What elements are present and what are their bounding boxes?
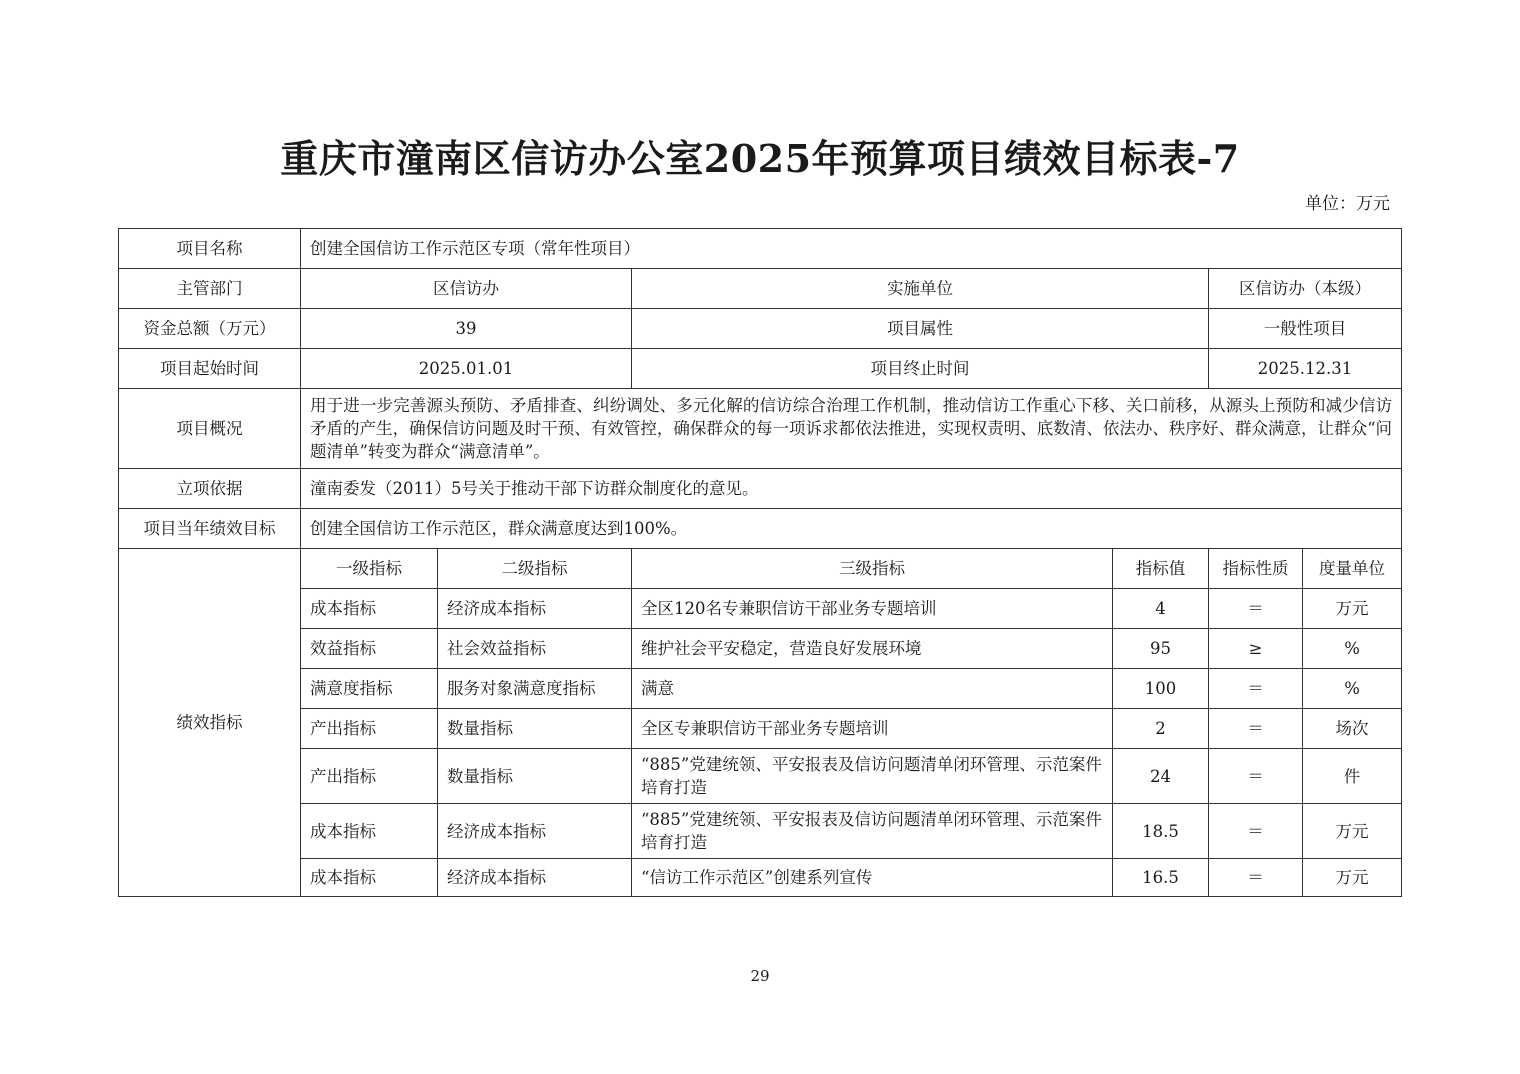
page-number: 29 [750,967,770,985]
header-unit: 度量单位 [1303,549,1402,589]
indicator-value: 24 [1113,749,1209,804]
row-time [119,349,1402,389]
project-name-value: 创建全国信访工作示范区专项（常年性项目） [301,229,1402,269]
header-l2: 二级指标 [438,549,632,589]
impl-value: 区信访办（本级） [1209,269,1402,309]
table-row [119,859,1402,897]
row-fund [119,309,1402,349]
indicator-value: 18.5 [1113,804,1209,859]
indicator-unit: % [1303,669,1402,709]
indicator-l1: 满意度指标 [301,669,438,709]
indicator-value: 95 [1113,629,1209,669]
indicator-unit: 万元 [1303,859,1402,897]
start-value: 2025.01.01 [301,349,632,389]
row-goal [119,509,1402,549]
indicator-unit: 万元 [1303,804,1402,859]
indicator-nature: ＝ [1209,859,1303,897]
table-row [119,804,1402,859]
indicator-l3: 全区专兼职信访干部业务专题培训 [632,709,1113,749]
header-l3: 三级指标 [632,549,1113,589]
overview-value: 用于进一步完善源头预防、矛盾排查、纠纷调处、多元化解的信访综合治理工作机制，推动信访工作重心下移、关口前移，从源头上预防和减少信访矛盾的产生，确保信访问题及时干预、有效管控，确保群众的每一项诉求都依法推进，实现权责明、底数清、依法办、秩序好、群众满意，让群众“问题清单”转变为群众“满意清单”。 [301,389,1402,469]
header-l1: 一级指标 [301,549,438,589]
goal-value: 创建全国信访工作示范区，群众满意度达到100%。 [301,509,1402,549]
table-row [119,589,1402,629]
dept-label: 主管部门 [119,269,301,309]
indicator-l1: 成本指标 [301,804,438,859]
attr-value: 一般性项目 [1209,309,1402,349]
row-basis [119,469,1402,509]
page-title: 重庆市潼南区信访办公室2025年预算项目绩效目标表-7 [280,136,1240,181]
overview-label: 项目概况 [119,389,301,469]
table-row [119,709,1402,749]
table-row [119,749,1402,804]
indicator-l1: 效益指标 [301,629,438,669]
table-row [119,629,1402,669]
indicator-value: 2 [1113,709,1209,749]
indicator-nature: ＝ [1209,709,1303,749]
indicator-l2: 数量指标 [438,709,632,749]
indicator-l1: 产出指标 [301,749,438,804]
indicator-l2: 服务对象满意度指标 [438,669,632,709]
fund-value: 39 [301,309,632,349]
indicator-value: 100 [1113,669,1209,709]
goal-label: 项目当年绩效目标 [119,509,301,549]
indicator-l2: 社会效益指标 [438,629,632,669]
indicator-nature: ＝ [1209,589,1303,629]
indicator-unit: 件 [1303,749,1402,804]
basis-value: 潼南委发（2011）5号关于推动干部下访群众制度化的意见。 [301,469,1402,509]
indicator-nature: ＝ [1209,804,1303,859]
fund-label: 资金总额（万元） [119,309,301,349]
indicator-l3: “信访工作示范区”创建系列宣传 [632,859,1113,897]
indicator-unit: 场次 [1303,709,1402,749]
row-overview [119,389,1402,469]
indicator-value: 4 [1113,589,1209,629]
indicator-nature: ＝ [1209,669,1303,709]
indicators-section-label: 绩效指标 [119,549,301,897]
table-row [119,669,1402,709]
indicator-nature: ＝ [1209,749,1303,804]
attr-label: 项目属性 [632,309,1209,349]
indicator-l3: “885”党建统领、平安报表及信访问题清单闭环管理、示范案件培育打造 [632,804,1113,859]
indicator-l1: 成本指标 [301,859,438,897]
indicator-l3: 全区120名专兼职信访干部业务专题培训 [632,589,1113,629]
indicator-nature: ≥ [1209,629,1303,669]
indicator-l2: 经济成本指标 [438,589,632,629]
unit-label: 单位：万元 [1305,194,1390,214]
indicator-l3: 维护社会平安稳定，营造良好发展环境 [632,629,1113,669]
project-name-label: 项目名称 [119,229,301,269]
end-value: 2025.12.31 [1209,349,1402,389]
indicator-value: 16.5 [1113,859,1209,897]
indicator-l3: 满意 [632,669,1113,709]
indicator-l2: 数量指标 [438,749,632,804]
indicator-l1: 成本指标 [301,589,438,629]
start-label: 项目起始时间 [119,349,301,389]
indicator-header-row [119,549,1402,589]
basis-label: 立项依据 [119,469,301,509]
indicator-l1: 产出指标 [301,709,438,749]
performance-table [118,228,1402,897]
end-label: 项目终止时间 [632,349,1209,389]
dept-value: 区信访办 [301,269,632,309]
indicator-unit: 万元 [1303,589,1402,629]
row-department [119,269,1402,309]
impl-label: 实施单位 [632,269,1209,309]
indicator-unit: % [1303,629,1402,669]
row-project-name [119,229,1402,269]
indicator-l3: “885”党建统领、平安报表及信访问题清单闭环管理、示范案件培育打造 [632,749,1113,804]
indicator-l2: 经济成本指标 [438,859,632,897]
header-value: 指标值 [1113,549,1209,589]
indicator-l2: 经济成本指标 [438,804,632,859]
header-nature: 指标性质 [1209,549,1303,589]
